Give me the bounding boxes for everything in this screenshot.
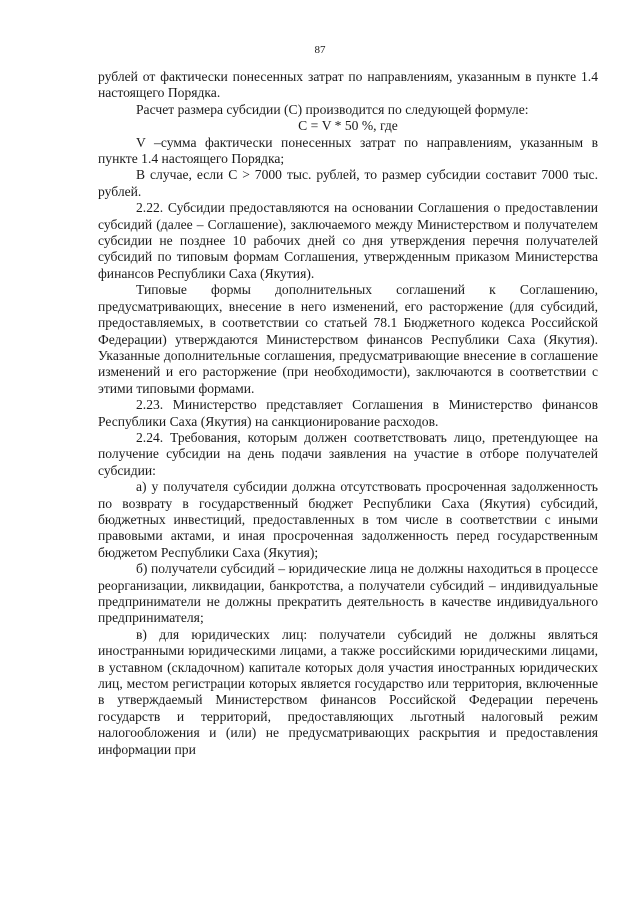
- paragraph-formula-definition: V –сумма фактически понесенных затрат по направлениям, указанным в пункте 1.4 настоящего Порядка;: [98, 134, 598, 167]
- paragraph-continuation: рублей от фактически понесенных затрат по направлениям, указанным в пункте 1.4 настоящего Порядка.: [98, 69, 598, 101]
- paragraph-typical-forms: Типовые формы дополнительных соглашений к Соглашению, предусматривающих, внесение в него изменений, его расторжение (для субсидий, предоставляемых, в соответствии со статьей 78.1 Бюджетного кодекса Российской Федерации) утверждаются Министерством финансов Республики Саха (Якутия). Указанные дополнительные соглашения, предусматривающие внесение в соглашение изменений и его расторжение (при необходимости), заключаются в соответствии с этими типовыми формами.: [98, 282, 598, 396]
- paragraph-subsidy-cap: В случае, если С > 7000 тыс. рублей, то размер субсидии составит 7000 тыс. рублей.: [98, 167, 598, 199]
- page-number: 87: [314, 44, 326, 56]
- paragraph-2-23: 2.23. Министерство представляет Соглашения в Министерство финансов Республики Саха (Якутия) на санкционирование расходов.: [98, 397, 598, 429]
- list-item-b: б) получатели субсидий – юридические лица не должны находиться в процессе реорганизации, ликвидации, банкротства, а получатели субсидий – индивидуальные предприниматели не должны прекратить деятельность в качестве индивидуального предпринимателя;: [98, 561, 598, 626]
- list-item-a: а) у получателя субсидии должна отсутствовать просроченная задолженность по возврату в государственный бюджет Республики Саха (Якутия) субсидий, бюджетных инвестиций, предоставленных в том числе в соответствии с иными правовыми актами, и иная просроченная задолженность перед государственным бюджетом Республики Саха (Якутия);: [98, 479, 598, 560]
- paragraph-2-24: 2.24. Требования, которым должен соответствовать лицо, претендующее на получение субсидии на день подачи заявления на участие в отборе получателей субсидии:: [98, 429, 598, 478]
- list-item-v: в) для юридических лиц: получатели субсидий не должны являться иностранными юридическими лицами, а также российскими юридическими лицами, в уставном (складочном) капитале которых доля участия иностранных юридических лиц, местом регистрации которых является государство или территория, включенные в утверждаемый Министерством финансов Российской Федерации перечень государств и территорий, предоставляющих льготный налоговый режим налогообложения и (или) не предусматривающих раскрытия и предоставления информации при: [98, 626, 598, 757]
- document-body: [98, 69, 598, 758]
- formula-line: С = V * 50 %, где: [298, 118, 398, 134]
- paragraph-formula-intro: Расчет размера субсидии (С) производится по следующей формуле:: [136, 101, 529, 117]
- paragraph-2-22: 2.22. Субсидии предоставляются на основании Соглашения о предоставлении субсидий (далее – Соглашение), заключаемого между Министерством и получателем субсидии не позднее 10 рабочих дней со дня утверждения перечня получателей субсидий по типовым формам Соглашения, утвержденным приказом Министерства финансов Республики Саха (Якутия).: [98, 200, 598, 281]
